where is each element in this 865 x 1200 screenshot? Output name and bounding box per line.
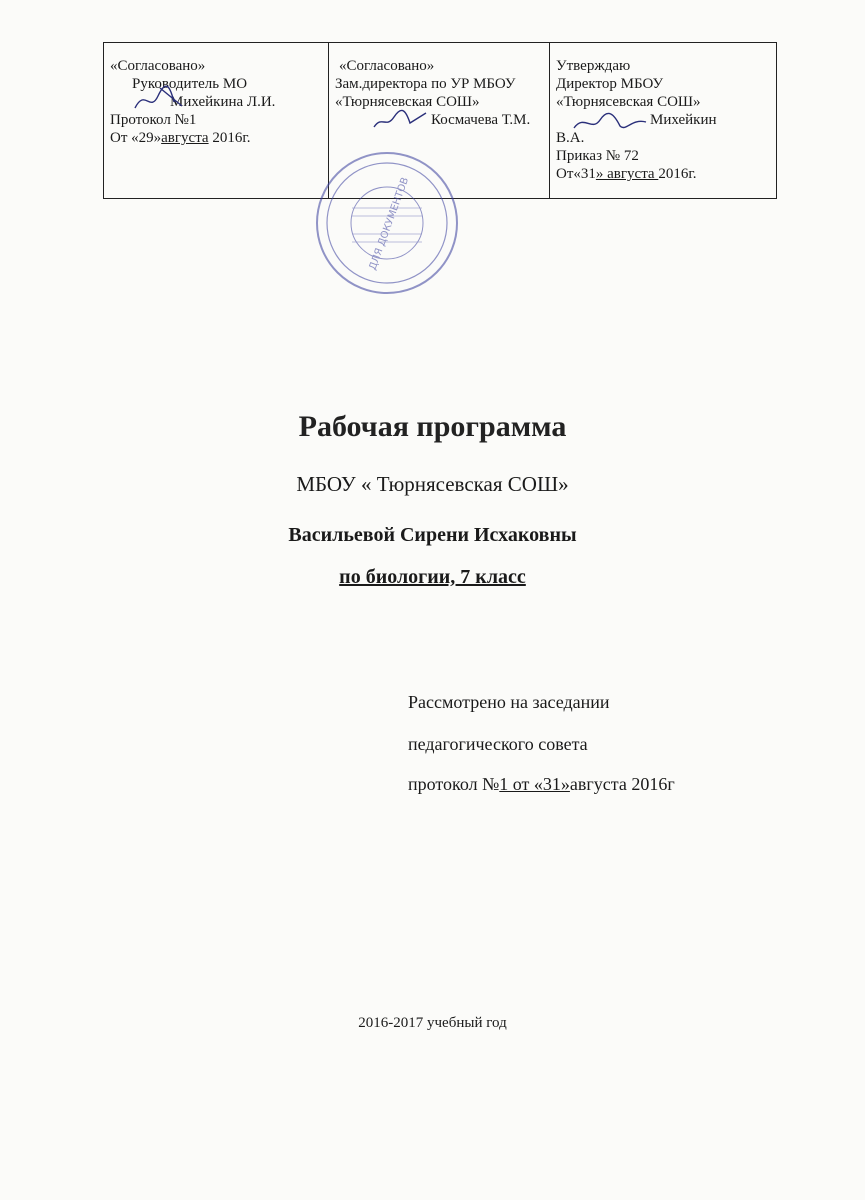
stamp-text: ДЛЯ ДОКУМЕНТОВ — [367, 176, 412, 272]
approval-signature-line — [556, 111, 770, 129]
school-name: МБОУ « Тюрнясевская СОШ» — [296, 472, 569, 496]
academic-year: 2016-2017 учебный год — [358, 1015, 507, 1031]
approval-heading: «Согласовано» — [110, 58, 206, 74]
stamp-seal — [312, 148, 462, 298]
approval-initials: В.А. — [556, 130, 585, 146]
review-line-1: Рассмотрено на заседании — [408, 692, 610, 712]
review-line-2: педагогического совета — [408, 734, 588, 754]
approval-heading: Утверждаю — [556, 58, 631, 74]
teacher-name: Васильевой Сирени Исхаковны — [288, 524, 577, 546]
approval-signatory: Космачева Т.М. — [431, 112, 531, 128]
approval-date: От«31» августа 2016г. — [556, 166, 697, 182]
approval-order: Приказ № 72 — [556, 148, 639, 164]
approval-signatory: Михейкина Л.И. — [170, 94, 276, 110]
approval-signature-line — [335, 111, 543, 129]
approval-protocol: Протокол №1 — [110, 112, 197, 128]
approval-school: «Тюрнясевская СОШ» — [335, 94, 480, 110]
approval-date: От «29»августа 2016г. — [110, 130, 251, 146]
review-line-3: протокол №1 от «31»августа 2016г — [408, 774, 675, 794]
approval-signatory: Михейкин — [650, 112, 717, 128]
approval-cell-mo — [104, 43, 329, 199]
approval-position: Директор МБОУ — [556, 76, 664, 92]
subject-line: по биологии, 7 класс — [339, 566, 526, 588]
approval-position: Руководитель МО — [132, 76, 248, 92]
approval-cell-director — [550, 43, 777, 199]
document-title: Рабочая программа — [298, 410, 567, 443]
approval-heading: «Согласовано» — [339, 58, 435, 74]
approval-position: Зам.директора по УР МБОУ — [335, 76, 516, 92]
approval-signature-line — [110, 93, 322, 111]
approval-school: «Тюрнясевская СОШ» — [556, 94, 701, 110]
